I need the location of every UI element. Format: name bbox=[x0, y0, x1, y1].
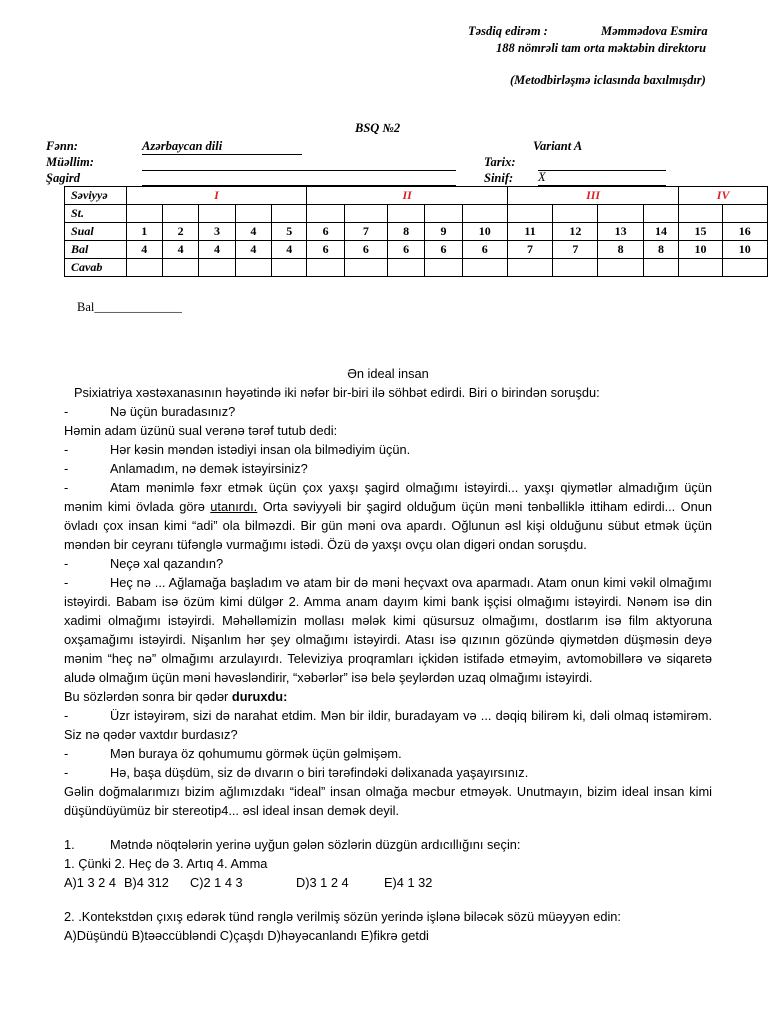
score-value: 6 bbox=[344, 241, 387, 259]
level-iv: IV bbox=[679, 187, 768, 205]
question-number: 12 bbox=[553, 223, 598, 241]
score-value: 10 bbox=[679, 241, 722, 259]
dash: - bbox=[64, 765, 69, 780]
question-label: Sual bbox=[65, 223, 127, 241]
passage-paragraph: Bu sözlərdən sonra bir qədər duruxdu: bbox=[64, 689, 288, 704]
score-value: 7 bbox=[507, 241, 552, 259]
dialogue-line: - Hə, başa düşdüm, siz də dıvarın o biri tərəfindəki dəlixanada yaşayırsınız. bbox=[64, 765, 529, 780]
approver-name: Məmmədova Esmira bbox=[601, 24, 708, 38]
dash: - bbox=[64, 461, 69, 476]
dialogue-line: - Anlamadım, nə demək istəyirsiniz? bbox=[64, 461, 308, 476]
teacher-field bbox=[142, 170, 456, 171]
score-value: 8 bbox=[598, 241, 643, 259]
answer-row bbox=[65, 259, 768, 277]
dash: - bbox=[64, 556, 69, 571]
dash: - bbox=[64, 575, 69, 590]
answer-cell[interactable] bbox=[722, 259, 767, 277]
passage-paragraph: Həmin adam üzünü sual verənə tərəf tutub dedi: bbox=[64, 423, 338, 438]
level-i: I bbox=[126, 187, 307, 205]
answer-label: Cavab bbox=[65, 259, 127, 277]
option-b[interactable]: B)4 312 bbox=[124, 875, 169, 890]
score-table bbox=[64, 186, 768, 277]
variant-label: Variant A bbox=[533, 139, 583, 153]
answer-cell[interactable] bbox=[643, 259, 679, 277]
answer-cell[interactable] bbox=[507, 259, 552, 277]
score-value: 4 bbox=[235, 241, 271, 259]
total-score-line: Bal______________ bbox=[77, 300, 182, 314]
answer-cell[interactable] bbox=[679, 259, 722, 277]
dash: - bbox=[64, 404, 69, 419]
teacher-label: Müəllim: bbox=[46, 155, 94, 169]
question-number: 11 bbox=[507, 223, 552, 241]
answer-cell[interactable] bbox=[387, 259, 424, 277]
question-number: 10 bbox=[462, 223, 507, 241]
closing-paragraph: Gəlin doğmalarımızı bizim ağlımızdakı “ideal” insan olmağa məcbur etməyək. Unutmayın, bizim ideal insan kimi düşündüyümüz bir stereotip4... əsl ideal insan demək deyil. bbox=[64, 784, 712, 818]
answer-cell[interactable] bbox=[598, 259, 643, 277]
answer-cell[interactable] bbox=[272, 259, 307, 277]
test-title: BSQ №2 bbox=[355, 121, 401, 135]
date-field bbox=[538, 170, 666, 171]
answer-cell[interactable] bbox=[307, 259, 344, 277]
date-label: Tarix: bbox=[484, 155, 516, 169]
subject-label: Fənn: bbox=[46, 139, 78, 153]
underlined-word: utanırdı. bbox=[210, 499, 258, 514]
score-value: 6 bbox=[307, 241, 344, 259]
bold-word: duruxdu: bbox=[231, 689, 288, 704]
question-number: 15 bbox=[679, 223, 722, 241]
dialogue-line: - Heç nə ... Ağlamağa başladım və atam bir də məni heçvaxt ova aparmadı. Atam onun kimi vəkil olmağımı istəyirdi. Babam isə özüm kimi dülgər 2. Amma anam dayım kimi bank işçisi olmağımı istəyirdi. Nənəm isə din xadimi olmağımı istəyirdi. Məhəlləmizin mollası mələk kimi qüsursuz olmağımı, dostlarım isə film aktyoruna oxşamağımı istəyirdi. Nişanlım hər şey olmağımı istəyirdi. Atası isə qızının gözündə qiymətdən düşməsin deyə mənim “heç nə” olmağımı arzulayırdı. Televiziya proqramları içkidən istifadə etməyim, avtomobillərə və siqaretə aludə olmağım üçün məni həvəsləndirir, “xəbərlər” isə belə şeylərdən uzaq olmağımı istəyirdi. bbox=[64, 575, 712, 685]
answer-cell[interactable] bbox=[126, 259, 162, 277]
question-1-number: 1. bbox=[64, 837, 75, 852]
dash: - bbox=[64, 746, 69, 761]
dialogue-line: - Atam mənimlə fəxr etmək üçün çox yaxşı şagird olmağımı istəyirdi... yaxşı qiymətlər almadığım üçün mənim kimi övlada görə utanırdı. Orta səviyyəli bir şagird olduğum üçün məni tənbəlliklə ittiham edirdi... Onun övladı çox insan kimi “adi” ola bilməzdi. Bir gün məni ova apardı. Oğlunun əsl kişi olduğunu sübut etmək üçün məndən bir ceyranı tüfənglə vurmağımı istədi. Özü də yaxşı ovçu olan digəri ondan soruşdu. bbox=[64, 480, 712, 552]
dialogue-line: - Üzr istəyirəm, sizi də narahat etdim. Mən bir ildir, buradayam və ... dəqiq bilirəm ki, dəli olmaq istəmirəm. Siz nə qədər vaxtdır burdasız? bbox=[64, 708, 712, 742]
score-value: 7 bbox=[553, 241, 598, 259]
question-number: 4 bbox=[235, 223, 271, 241]
score-value: 8 bbox=[643, 241, 679, 259]
question-number: 3 bbox=[199, 223, 235, 241]
approval-block bbox=[468, 24, 768, 39]
score-value: 4 bbox=[199, 241, 235, 259]
question-number: 14 bbox=[643, 223, 679, 241]
dash: - bbox=[64, 480, 69, 495]
score-value: 10 bbox=[722, 241, 767, 259]
question-number: 8 bbox=[387, 223, 424, 241]
score-value: 6 bbox=[462, 241, 507, 259]
answer-cell[interactable] bbox=[199, 259, 235, 277]
question-1-options bbox=[64, 873, 712, 892]
class-label: Sinif: bbox=[484, 171, 514, 185]
subject-value: Azərbaycan dili bbox=[142, 139, 223, 153]
question-number: 9 bbox=[425, 223, 462, 241]
approve-label: Təsdiq edirəm : bbox=[468, 24, 548, 38]
score-value: 6 bbox=[425, 241, 462, 259]
subject-underline bbox=[142, 154, 302, 155]
level-ii: II bbox=[307, 187, 507, 205]
score-value: 6 bbox=[387, 241, 424, 259]
student-label: Şagird bbox=[46, 171, 81, 185]
st-row bbox=[65, 205, 768, 223]
option-a[interactable]: A)1 3 2 4 bbox=[64, 875, 116, 890]
score-value: 4 bbox=[126, 241, 162, 259]
dialogue-line: - Mən buraya öz qohumumu görmək üçün gəlmişəm. bbox=[64, 746, 402, 761]
option-d[interactable]: D)3 1 2 4 bbox=[296, 875, 349, 890]
question-2-options[interactable]: A)Düşündü B)təəccübləndi C)çaşdı D)həyəcanlandı E)fikrə getdi bbox=[64, 928, 429, 943]
score-label: Bal bbox=[65, 241, 127, 259]
dash: - bbox=[64, 442, 69, 457]
level-row bbox=[65, 187, 768, 205]
question-number: 13 bbox=[598, 223, 643, 241]
question-number: 7 bbox=[344, 223, 387, 241]
question-1: 1. Mətndə nöqtələrin yerinə uyğun gələn sözlərin düzgün ardıcıllığını seçin: bbox=[64, 837, 521, 852]
answer-cell[interactable] bbox=[425, 259, 462, 277]
question-number: 16 bbox=[722, 223, 767, 241]
question-number: 6 bbox=[307, 223, 344, 241]
answer-cell[interactable] bbox=[235, 259, 271, 277]
dialogue-line: - Nə üçün buradasınız? bbox=[64, 404, 236, 419]
question-number: 2 bbox=[162, 223, 198, 241]
question-1-words: 1. Çünki 2. Heç də 3. Artıq 4. Amma bbox=[64, 856, 268, 871]
dialogue-line: - Neçə xal qazandın? bbox=[64, 556, 224, 571]
question-number: 5 bbox=[272, 223, 307, 241]
dialogue-line: - Hər kəsin məndən istədiyi insan ola bilmədiyim üçün. bbox=[64, 442, 411, 457]
option-e[interactable]: E)4 1 32 bbox=[384, 875, 433, 890]
answer-cell[interactable] bbox=[344, 259, 387, 277]
reviewed-note: (Metodbirləşmə iclasında baxılmışdır) bbox=[510, 73, 706, 87]
score-value: 4 bbox=[272, 241, 307, 259]
approver-title: 188 nömrəli tam orta məktəbin direktoru bbox=[496, 41, 707, 55]
reading-passage bbox=[64, 364, 712, 945]
score-row bbox=[65, 241, 768, 259]
question-2: 2. .Kontekstdən çıxış edərək tünd rənglə verilmiş sözün yerində işlənə biləcək sözü müəyyən edin: bbox=[64, 909, 621, 924]
level-label: Səviyyə bbox=[65, 187, 127, 205]
answer-cell[interactable] bbox=[553, 259, 598, 277]
passage-title: Ən ideal insan bbox=[347, 366, 429, 381]
answer-cell[interactable] bbox=[462, 259, 507, 277]
level-iii: III bbox=[507, 187, 678, 205]
passage-intro: Psixiatriya xəstəxanasının həyətində iki nəfər bir-biri ilə söhbət edirdi. Biri o birindən soruşdu: bbox=[74, 385, 600, 400]
score-value: 4 bbox=[162, 241, 198, 259]
dash: - bbox=[64, 708, 69, 723]
class-value: X bbox=[538, 170, 546, 184]
question-number: 1 bbox=[126, 223, 162, 241]
st-label: St. bbox=[65, 205, 127, 223]
option-c[interactable]: C)2 1 4 3 bbox=[190, 875, 243, 890]
answer-cell[interactable] bbox=[162, 259, 198, 277]
question-row bbox=[65, 223, 768, 241]
